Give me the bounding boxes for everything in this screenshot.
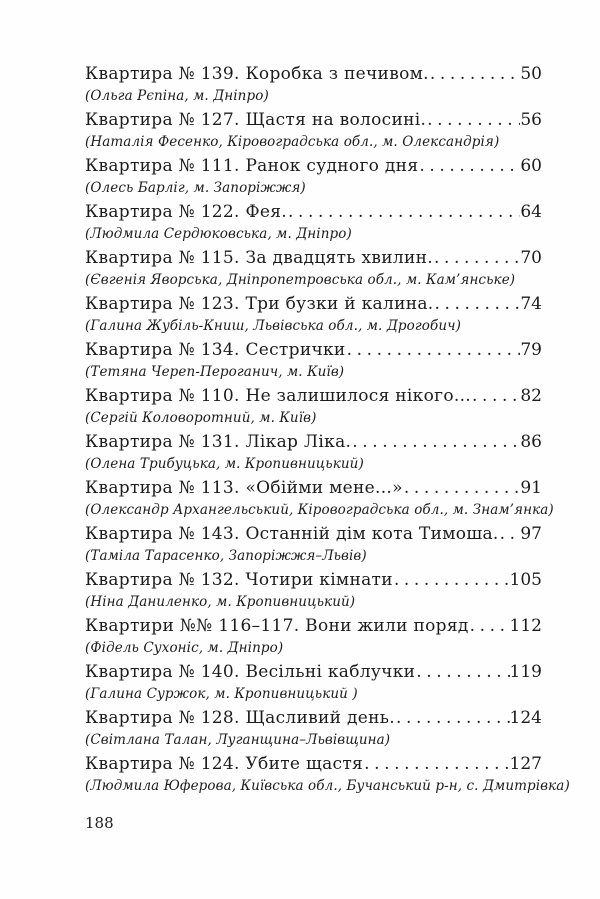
toc-entry-page-number: 119 bbox=[509, 662, 542, 682]
dot-leader bbox=[395, 706, 510, 731]
toc-entry bbox=[85, 292, 542, 335]
toc-entry-title: Квартира № 111. Ранок судного дня bbox=[85, 156, 419, 176]
dot-leader bbox=[393, 568, 510, 593]
toc-entry-title: Квартира № 132. Чотири кімнати bbox=[85, 570, 393, 590]
toc-entry-page-number: 112 bbox=[509, 616, 542, 636]
dot-leader bbox=[433, 292, 520, 317]
toc-entry bbox=[85, 752, 570, 795]
toc-entry-page-number: 86 bbox=[520, 432, 542, 452]
toc-entry-author: (Олена Трибуцька, м. Кропивницький) bbox=[85, 456, 364, 472]
toc-entry-title-line bbox=[85, 292, 542, 317]
dot-leader bbox=[415, 660, 509, 685]
toc-entry-author: (Олександр Архангельський, Кіровоградська обл., м. Знам’янка) bbox=[85, 502, 554, 518]
toc-entry bbox=[85, 706, 542, 749]
toc-entry-title-line bbox=[85, 338, 542, 363]
toc-entry-page-number: 91 bbox=[520, 478, 542, 498]
toc-entry bbox=[85, 660, 542, 703]
dot-leader bbox=[418, 154, 520, 179]
toc-entry-title-line bbox=[85, 568, 542, 593]
toc-entry-page-number: 105 bbox=[509, 570, 542, 590]
toc-entry-title-line bbox=[85, 430, 542, 455]
toc-entry bbox=[85, 154, 542, 197]
toc-entry-title-line bbox=[85, 384, 542, 409]
toc-entry bbox=[85, 200, 542, 243]
toc-entry-page-number: 70 bbox=[520, 248, 542, 268]
toc-entry-title: Квартира № 131. Лікар Ліка. bbox=[85, 432, 352, 452]
toc-entry-title: Квартира № 128. Щасливий день. bbox=[85, 708, 395, 728]
toc-entry-page-number: 127 bbox=[509, 754, 542, 774]
dot-leader bbox=[499, 522, 521, 547]
toc-entry bbox=[85, 338, 542, 381]
toc-entry bbox=[85, 430, 542, 473]
toc-entry bbox=[85, 384, 542, 427]
toc-entry bbox=[85, 246, 542, 289]
toc-entry-title: Квартира № 124. Убите щастя bbox=[85, 754, 364, 774]
toc-entry-page-number: 50 bbox=[520, 64, 542, 84]
dot-leader bbox=[433, 246, 520, 271]
toc-entry-title: Квартира № 139. Коробка з печивом. bbox=[85, 64, 429, 84]
dot-leader bbox=[471, 384, 520, 409]
toc-entry-page-number: 60 bbox=[520, 156, 542, 176]
toc-entry bbox=[85, 476, 554, 519]
toc-entry bbox=[85, 62, 542, 105]
toc-entry-title-line bbox=[85, 476, 542, 501]
toc-entry-title: Квартира № 140. Весільні каблучки bbox=[85, 662, 416, 682]
toc-entry-title-line bbox=[85, 522, 542, 547]
toc-entry-author: (Євгенія Яворська, Дніпропетровська обл., м. Кам’янське) bbox=[85, 272, 516, 288]
toc-entry bbox=[85, 614, 542, 657]
dot-leader bbox=[351, 430, 520, 455]
toc-entry-title-line bbox=[85, 154, 542, 179]
toc-entry-title: Квартира № 115. За двадцять хвилин. bbox=[85, 248, 433, 268]
toc-entry-author: (Людмила Сердюковська, м. Дніпро) bbox=[85, 226, 352, 242]
toc-entry bbox=[85, 568, 542, 611]
toc-entry-author: (Наталія Фесенко, Кіровоградська обл., м. Олександрія) bbox=[85, 134, 500, 150]
toc-entry-page-number: 64 bbox=[520, 202, 542, 222]
toc-entry-title-line bbox=[85, 62, 542, 87]
toc-entry-page-number: 74 bbox=[520, 294, 542, 314]
toc-entry-author: (Світлана Талан, Луганщина–Львівщина) bbox=[85, 732, 391, 748]
toc-entry-title: Квартира № 123. Три бузки й калина. bbox=[85, 294, 434, 314]
dot-leader bbox=[346, 338, 521, 363]
toc-entry-title: Квартира № 113. «Обійми мене...» bbox=[85, 478, 403, 498]
toc-entry-page-number: 82 bbox=[520, 386, 542, 406]
toc-entry-title-line bbox=[85, 660, 542, 685]
dot-leader bbox=[287, 200, 520, 225]
toc-entry-author: (Людмила Юферова, Київська обл., Бучанський р-н, с. Дмитрівка) bbox=[85, 778, 570, 794]
dot-leader bbox=[426, 108, 520, 133]
toc-entry-page-number: 79 bbox=[520, 340, 542, 360]
toc-entry-author: (Таміла Тарасенко, Запоріжжя–Львів) bbox=[85, 548, 367, 564]
toc-entry-author: (Сергій Коловоротний, м. Київ) bbox=[85, 410, 317, 426]
toc-entry-title-line bbox=[85, 614, 542, 639]
toc-entry-page-number: 97 bbox=[520, 524, 542, 544]
toc-entry-title-line bbox=[85, 108, 542, 133]
dot-leader bbox=[429, 62, 521, 87]
toc-entry-author: (Галина Жубіль-Книш, Львівська обл., м. Дрогобич) bbox=[85, 318, 462, 334]
toc-entry-author: (Ольга Рєпіна, м. Дніпро) bbox=[85, 88, 269, 104]
toc-entry-author: (Олесь Барліг, м. Запоріжжя) bbox=[85, 180, 306, 196]
toc-entry-title-line bbox=[85, 752, 542, 777]
toc-entry bbox=[85, 108, 542, 151]
page-number: 188 bbox=[85, 814, 114, 832]
dot-leader bbox=[403, 476, 521, 501]
toc-entry-title: Квартира № 134. Сестрички bbox=[85, 340, 346, 360]
toc-entry-title: Квартира № 110. Не залишилося нікого... bbox=[85, 386, 471, 406]
toc-entry-author: (Ніна Даниленко, м. Кропивницький) bbox=[85, 594, 356, 610]
toc-entry-author: (Галина Суржок, м. Кропивницький ) bbox=[85, 686, 358, 702]
toc-entry bbox=[85, 522, 542, 565]
toc-entry-title: Квартира № 127. Щастя на волосині. bbox=[85, 110, 427, 130]
toc-entry-page-number: 124 bbox=[509, 708, 542, 728]
toc-entry-page-number: 56 bbox=[520, 110, 542, 130]
toc-entry-title-line bbox=[85, 200, 542, 225]
toc-entry-title: Квартира № 143. Останній дім кота Тимоша. bbox=[85, 524, 499, 544]
toc-entry-author: (Фідель Сухоніс, м. Дніпро) bbox=[85, 640, 284, 656]
dot-leader bbox=[363, 752, 509, 777]
table-of-contents bbox=[85, 62, 570, 798]
toc-entry-title: Квартира № 122. Фея. bbox=[85, 202, 287, 222]
dot-leader bbox=[469, 614, 510, 639]
toc-entry-title: Квартири №№ 116–117. Вони жили поряд bbox=[85, 616, 469, 636]
toc-entry-author: (Тетяна Череп-Пероганич, м. Київ) bbox=[85, 364, 345, 380]
toc-entry-title-line bbox=[85, 246, 542, 271]
toc-entry-title-line bbox=[85, 706, 542, 731]
